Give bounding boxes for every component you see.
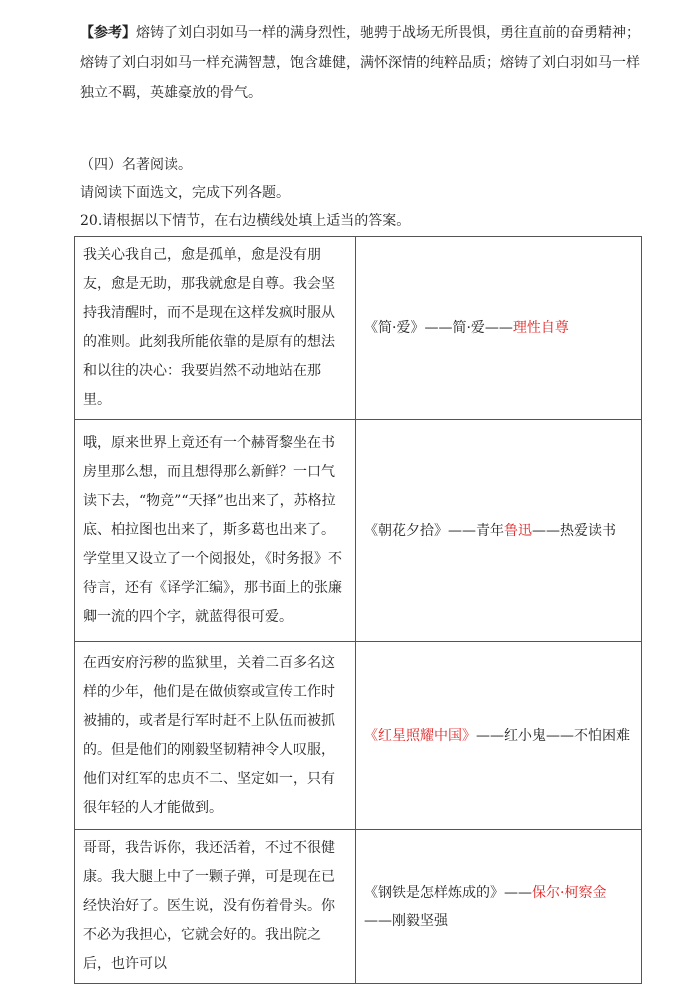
table-row bbox=[75, 830, 642, 984]
book-title: 《钢铁是怎样炼成的》 bbox=[364, 884, 504, 901]
separator: —— bbox=[546, 727, 574, 744]
answer-cell bbox=[356, 642, 642, 830]
answer-cell bbox=[356, 237, 642, 420]
reference-text: 熔铸了刘白羽如马一样的满身烈性，驰骋于战场无所畏惧，勇往直前的奋勇精神；熔铸了刘白羽如马一样充满智慧，饱含雄健，满怀深情的纯粹品质；熔铸了刘白羽如马一样独立不羁，英雄豪放的骨气。 bbox=[80, 25, 640, 101]
table-row bbox=[75, 420, 642, 642]
answer-cell bbox=[356, 420, 642, 642]
answer-blank: 鲁迅 bbox=[504, 522, 532, 539]
character-prefix: 青年 bbox=[476, 522, 504, 539]
separator: —— bbox=[448, 522, 476, 539]
character-name: 红小鬼 bbox=[504, 727, 546, 744]
excerpt-cell: 在西安府污秽的监狱里，关着二百多名这样的少年，他们是在做侦察或宣传工作时被捕的，或者是行军时赶不上队伍而被抓的。但是他们的刚毅坚韧精神令人叹服，他们对红军的忠贞不二、坚定如一，只有很年轻的人才能做到。 bbox=[75, 642, 356, 830]
excerpt-cell: 哥哥，我告诉你，我还活着，不过不很健康。我大腿上中了一颗子弹，可是现在已经快治好了。医生说，没有伤着骨头。你不必为我担心，它就会好的。我出院之后，也许可以 bbox=[75, 830, 356, 984]
character-trait: 不怕困难 bbox=[574, 727, 630, 744]
excerpt-cell: 哦，原来世界上竟还有一个赫胥黎坐在书房里那么想，而且想得那么新鲜？一口气读下去，“物竞”“天择”也出来了，苏格拉底、柏拉图也出来了，斯多葛也出来了。学堂里又设立了一个阅报处，《时务报》不待言，还有《译学汇编》，那书面上的张廉卿一流的四个字，就蓝得很可爱。 bbox=[75, 420, 356, 642]
reference-paragraph bbox=[80, 18, 640, 108]
book-title: 《朝花夕拾》 bbox=[364, 522, 448, 539]
answer-cell bbox=[356, 830, 642, 984]
book-title: 《简·爱》 bbox=[364, 320, 425, 336]
separator: —— bbox=[364, 912, 392, 929]
separator: —— bbox=[424, 320, 453, 336]
answer-blank: 《红星照耀中国》 bbox=[364, 727, 476, 744]
answer-table bbox=[74, 236, 642, 984]
separator: —— bbox=[484, 320, 513, 336]
section-instruction: 请阅读下面选文，完成下列各题。 bbox=[80, 185, 290, 201]
reference-tag: 【参考】 bbox=[80, 25, 136, 41]
table-row bbox=[75, 237, 642, 420]
character-name: 简·爱 bbox=[452, 320, 485, 336]
table-row bbox=[75, 642, 642, 830]
separator: —— bbox=[476, 727, 504, 744]
separator: —— bbox=[504, 884, 532, 901]
answer-blank: 保尔·柯察金 bbox=[532, 884, 607, 901]
question-prompt: 20.请根据以下情节，在右边横线处填上适当的答案。 bbox=[80, 213, 411, 229]
section-heading: （四）名著阅读。 bbox=[80, 157, 192, 173]
character-trait: 热爱读书 bbox=[560, 522, 616, 539]
character-trait: 刚毅坚强 bbox=[392, 912, 448, 929]
excerpt-cell: 我关心我自己，愈是孤单，愈是没有朋友，愈是无助，那我就愈是自尊。我会坚持我清醒时，而不是现在这样发疯时服从的准则。此刻我所能依靠的是原有的想法和以往的决心：我要岿然不动地站在那里。 bbox=[75, 237, 356, 420]
answer-blank: 理性自尊 bbox=[512, 320, 569, 336]
separator: —— bbox=[532, 522, 560, 539]
